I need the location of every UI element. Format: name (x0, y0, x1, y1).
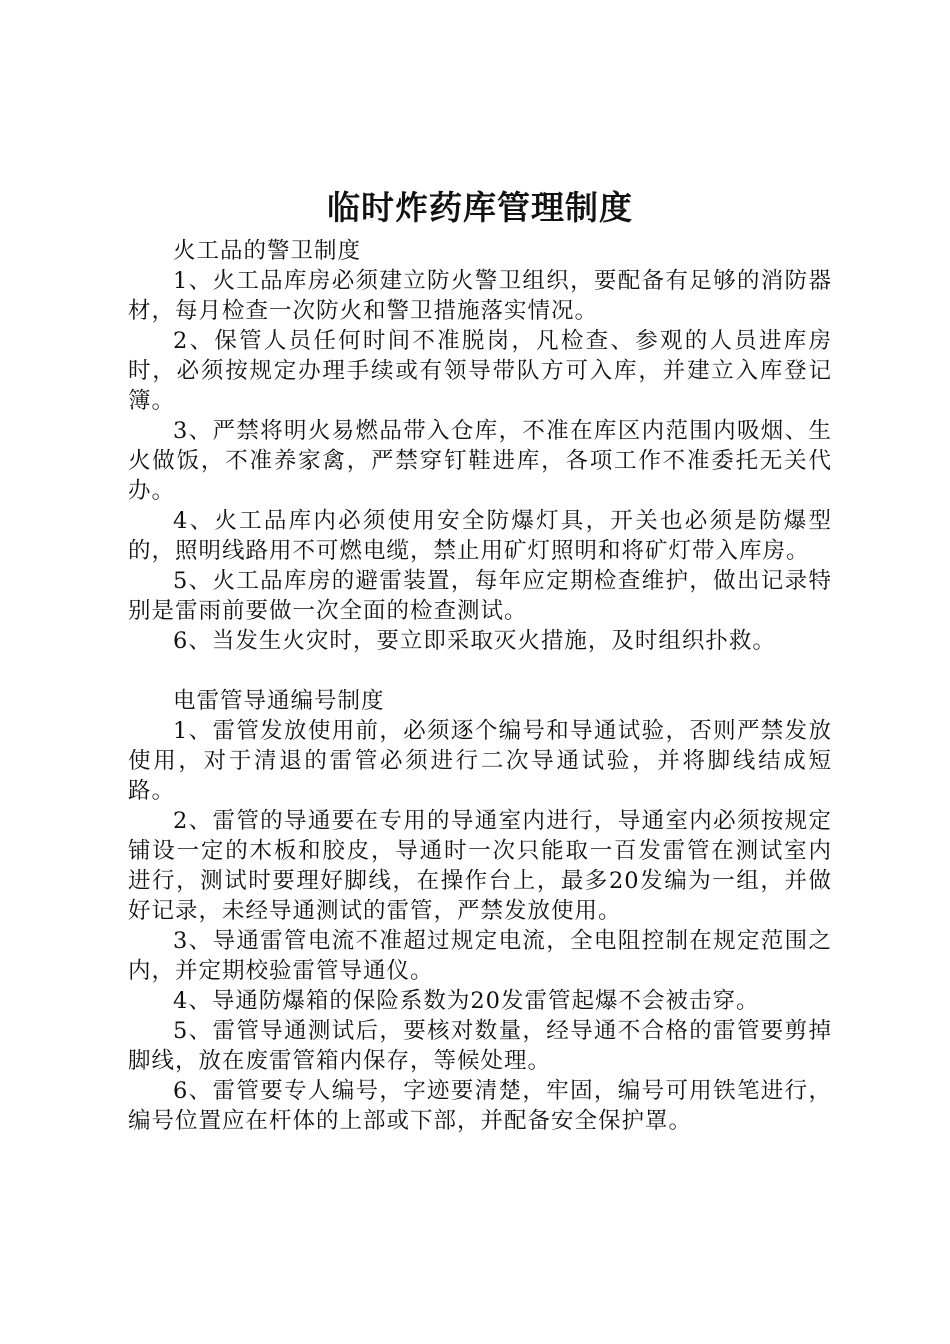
paragraph-item: 4、导通防爆箱的保险系数为20发雷管起爆不会被击穿。 (173, 988, 760, 1014)
document-page (128, 180, 832, 1136)
paragraph-item: 1、火工品库房必须建立防火警卫组织，要配备有足够的消防器材，每月检查一次防火和警卫措施落实情况。 (128, 268, 832, 324)
paragraph-item: 5、雷管导通测试后，要核对数量，经导通不合格的雷管要剪掉脚线，放在废雷管箱内保存，等候处理。 (128, 1018, 832, 1074)
paragraph-item: 2、保管人员任何时间不准脱岗，凡检查、参观的人员进库房时，必须按规定办理手续或有领导带队方可入库，并建立入库登记簿。 (128, 328, 832, 414)
section-heading: 电雷管导通编号制度 (173, 688, 385, 714)
section-detonator-numbering (128, 686, 832, 1136)
paragraph-item: 5、火工品库房的避雷装置，每年应定期检查维护，做出记录特别是雷雨前要做一次全面的检查测试。 (128, 568, 832, 624)
section-guard-system (128, 236, 832, 656)
paragraph-item: 6、雷管要专人编号，字迹要清楚，牢固，编号可用铁笔进行，编号位置应在杆体的上部或下部，并配备安全保护罩。 (128, 1078, 832, 1134)
paragraph-item: 1、雷管发放使用前，必须逐个编号和导通试验，否则严禁发放使用，对于清退的雷管必须进行二次导通试验，并将脚线结成短路。 (128, 718, 832, 804)
paragraph-item: 2、雷管的导通要在专用的导通室内进行，导通室内必须按规定铺设一定的木板和胶皮，导通时一次只能取一百发雷管在测试室内进行，测试时要理好脚线，在操作台上，最多20发编为一组，并做好记录，未经导通测试的雷管，严禁发放使用。 (128, 808, 832, 924)
section-heading: 火工品的警卫制度 (173, 238, 362, 264)
document-title: 临时炸药库管理制度 (327, 188, 633, 227)
paragraph-item: 3、导通雷管电流不准超过规定电流，全电阻控制在规定范围之内，并定期校验雷管导通仪。 (128, 928, 832, 984)
paragraph-item: 3、严禁将明火易燃品带入仓库，不准在库区内范围内吸烟、生火做饭，不准养家禽，严禁穿钉鞋进库，各项工作不准委托无关代办。 (128, 418, 832, 504)
section-spacer (128, 656, 832, 686)
paragraph-item: 6、当发生火灾时，要立即采取灭火措施，及时组织扑救。 (173, 628, 776, 654)
paragraph-item: 4、火工品库内必须使用安全防爆灯具，开关也必须是防爆型的，照明线路用不可燃电缆，禁止用矿灯照明和将矿灯带入库房。 (128, 508, 832, 564)
